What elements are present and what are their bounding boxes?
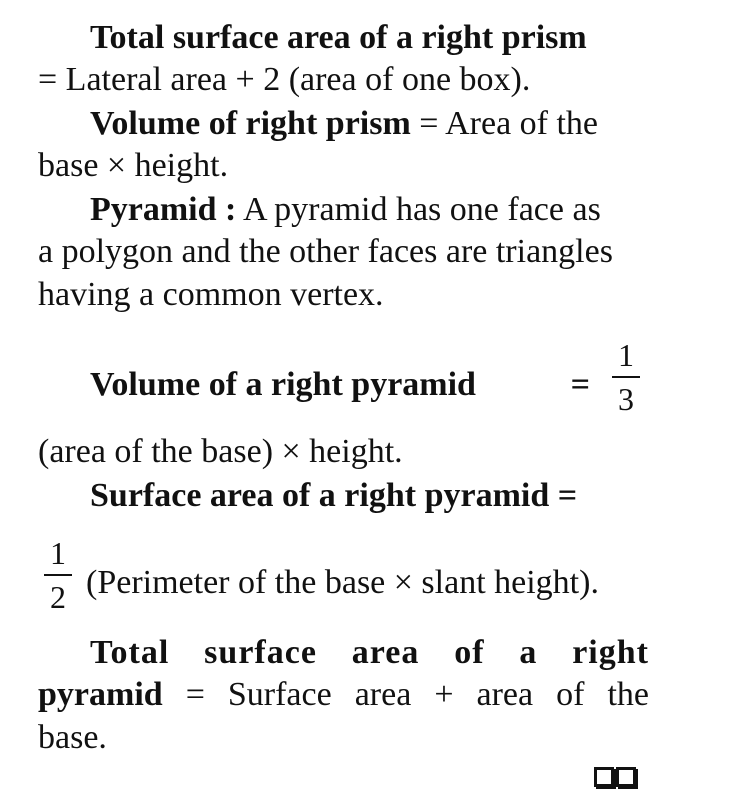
fraction-denominator: 3	[618, 381, 634, 417]
prism-total-surface-heading: Total surface area of a right prism	[90, 19, 587, 56]
end-marker-boxes-icon	[594, 767, 636, 787]
one-half-fraction	[44, 536, 72, 614]
pyramid-total-surface-formula	[38, 675, 649, 715]
pyramid-volume-formula: (area of the base) × height.	[38, 433, 403, 470]
heading-word: surface	[204, 634, 317, 671]
pyramid-surface-formula: (Perimeter of the base × slant height).	[86, 564, 599, 601]
fraction-numerator: 1	[50, 535, 66, 571]
formula-word: +	[434, 676, 454, 713]
pyramid-total-surface-heading	[90, 633, 649, 673]
prism-volume-formula-end: base × height.	[38, 147, 229, 184]
pyramid-definition-line	[90, 190, 601, 230]
formula-word: area	[354, 676, 412, 713]
prism-volume-formula-start: = Area of the	[410, 105, 599, 142]
heading-word: area	[351, 634, 420, 671]
fraction-bar	[44, 574, 72, 576]
pyramid-surface-heading: Surface area of a right pyramid =	[90, 477, 578, 514]
formula-word: of	[556, 676, 585, 713]
formula-word: =	[185, 676, 205, 713]
heading-word: Total	[90, 634, 170, 671]
fraction-denominator: 2	[50, 579, 66, 615]
pyramid-definition-end: having a common vertex.	[38, 276, 384, 313]
fraction-numerator: 1	[618, 337, 634, 373]
prism-volume-line	[90, 104, 598, 144]
heading-word: a	[519, 634, 538, 671]
pyramid-definition-middle: a polygon and the other faces are triangles	[38, 233, 613, 270]
prism-total-surface-formula: = Lateral area + 2 (area of one box).	[38, 61, 531, 98]
square-icon	[616, 767, 636, 787]
fraction-bar	[612, 376, 640, 378]
prism-volume-heading: Volume of right prism	[90, 105, 411, 142]
pyramid-heading: Pyramid :	[90, 191, 237, 228]
one-third-fraction	[612, 338, 640, 416]
heading-word: right	[572, 634, 649, 671]
pyramid-definition-start: A pyramid has one face as	[236, 191, 601, 228]
square-icon	[594, 767, 614, 787]
formula-word: area	[476, 676, 534, 713]
heading-word: of	[454, 634, 485, 671]
pyramid-total-surface-formula-end: base.	[38, 719, 107, 756]
pyramid-volume-heading: Volume of a right pyramid	[90, 366, 476, 403]
pyramid-volume-line	[90, 365, 590, 405]
formula-word: Surface	[227, 676, 332, 713]
heading-word: pyramid	[38, 676, 163, 713]
formula-word: the	[607, 676, 649, 713]
pyramid-volume-equals: =	[570, 366, 590, 403]
